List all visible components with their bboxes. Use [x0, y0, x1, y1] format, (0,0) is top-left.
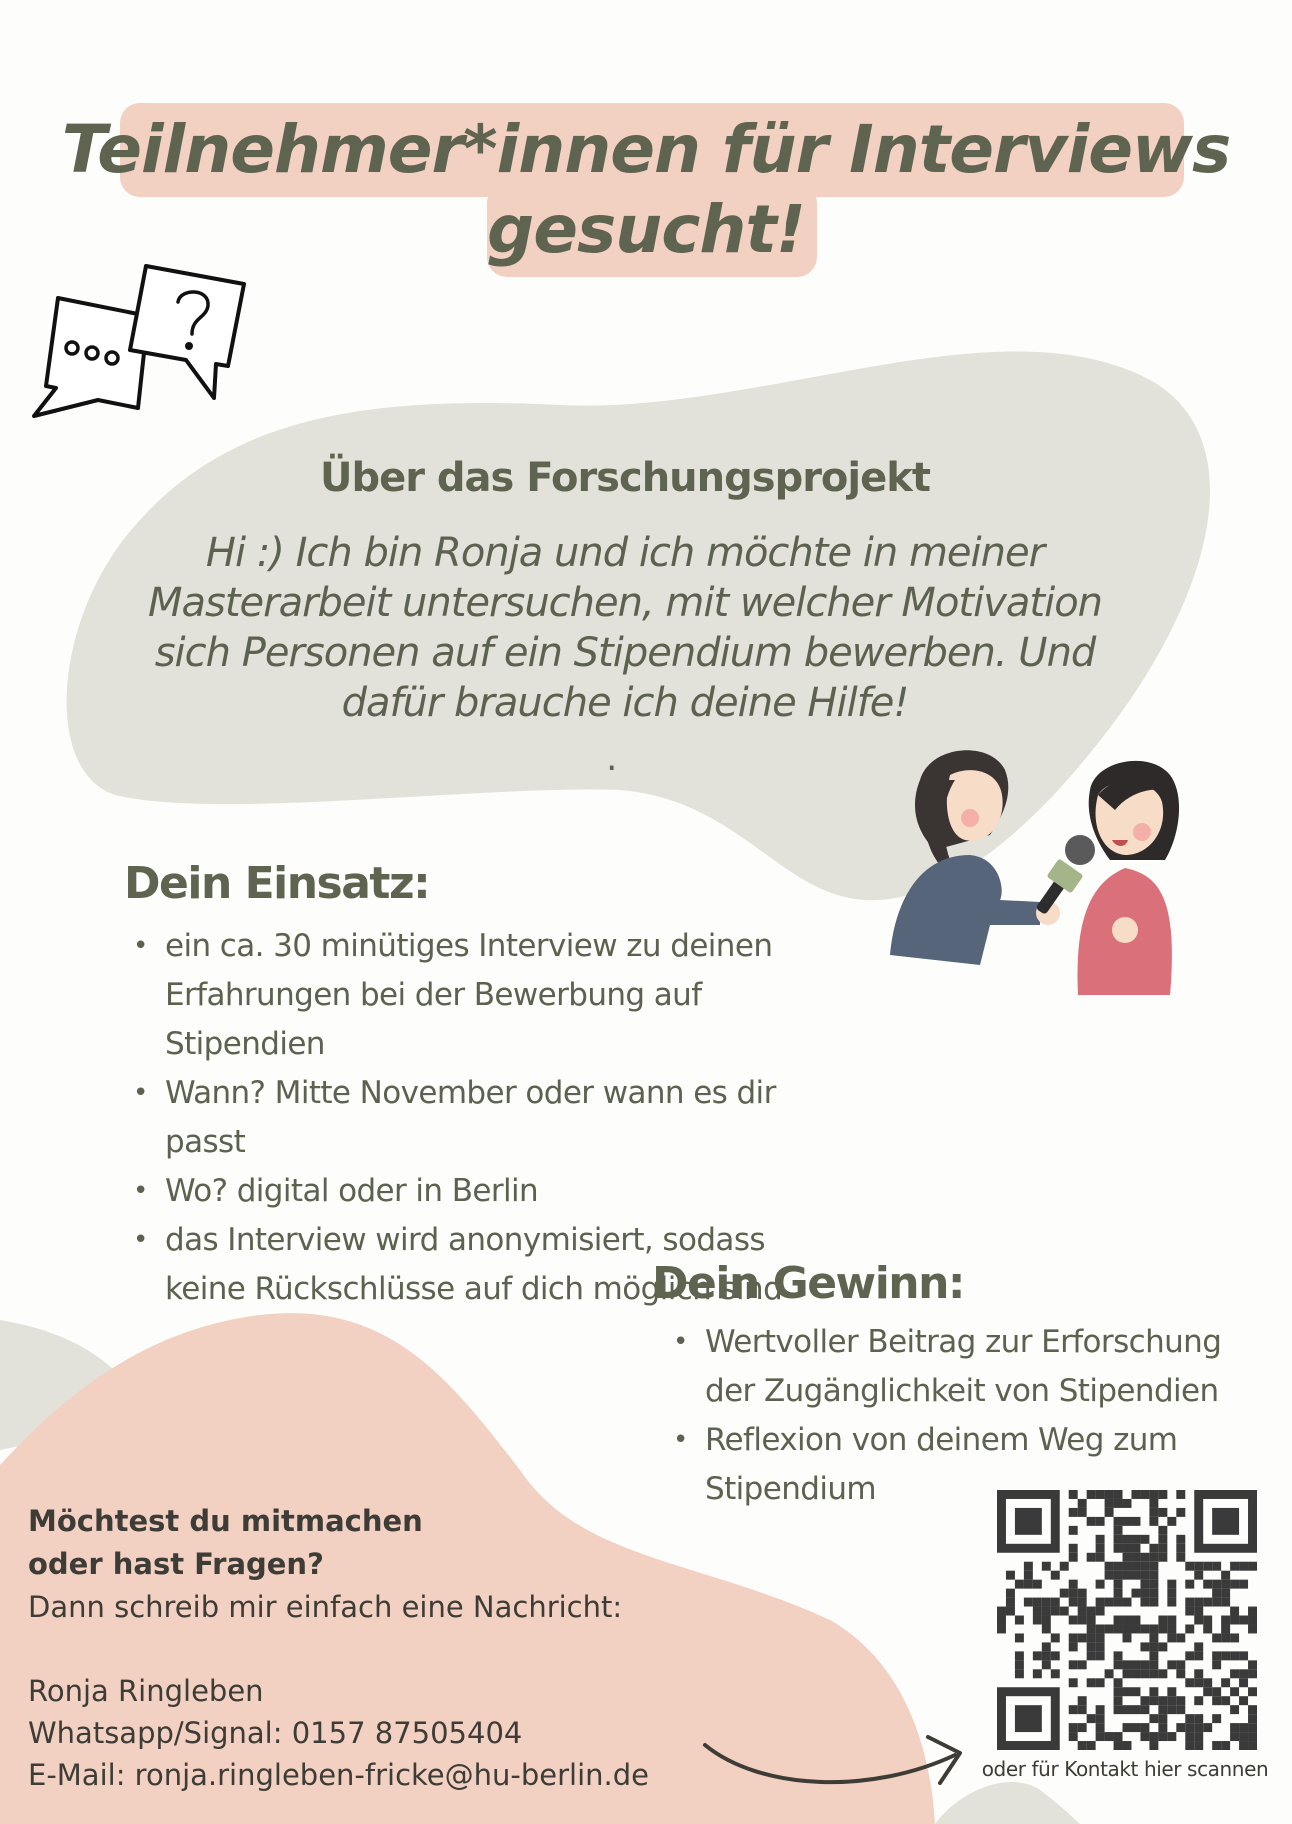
list-item: • das Interview wird anonymisiert, sodass keine Rückschlüsse auf dich möglich sind: [128, 1216, 848, 1314]
about-dot: .: [606, 738, 618, 779]
gewinn-heading: Dein Gewinn:: [652, 1258, 965, 1309]
qr-caption: oder für Kontakt hier scannen: [981, 1757, 1269, 1781]
contact-question-line2: oder hast Fragen?: [28, 1547, 324, 1581]
contact-block: [28, 1500, 728, 1796]
einsatz-list: [128, 922, 848, 1314]
interview-illustration: [880, 740, 1200, 1000]
list-item: • Wo? digital oder in Berlin: [128, 1167, 848, 1216]
qr-code[interactable]: [997, 1490, 1257, 1750]
about-text: Hi :) Ich bin Ronja und ich möchte in meiner Masterarbeit untersuchen, mit welcher Motivation sich Personen auf ein Stipendium bewerben. Und dafür brauche ich deine Hilfe!: [147, 530, 1103, 726]
speech-bubbles-icon: [28, 258, 253, 418]
list-item: • Wann? Mitte November oder wann es dir passt: [128, 1069, 848, 1167]
qr-code-graphic: [997, 1490, 1257, 1750]
title-line2: gesucht!: [486, 191, 806, 268]
list-item: • ein ca. 30 minütiges Interview zu deinen Erfahrungen bei der Bewerbung auf Stipendien: [128, 922, 848, 1069]
contact-name: Ronja Ringleben: [28, 1674, 264, 1708]
contact-question-line1: Möchtest du mitmachen: [28, 1504, 423, 1538]
title-line1: Teilnehmer*innen für Interviews: [61, 111, 1231, 188]
about-heading: Über das Forschungsprojekt: [320, 455, 930, 501]
einsatz-heading: Dein Einsatz:: [124, 858, 430, 909]
contact-phone[interactable]: Whatsapp/Signal: 0157 87505404: [28, 1716, 523, 1750]
contact-email[interactable]: E-Mail: ronja.ringleben-fricke@hu-berlin.de: [28, 1758, 649, 1792]
contact-invite: Dann schreib mir einfach eine Nachricht:: [28, 1590, 623, 1624]
arrow-icon: [700, 1725, 970, 1810]
list-item: • Wertvoller Beitrag zur Erforschung der Zugänglichkeit von Stipendien: [668, 1318, 1268, 1416]
gewinn-list: [668, 1318, 1268, 1514]
list-item: • Reflexion von deinem Weg zum Stipendium: [668, 1416, 1268, 1514]
